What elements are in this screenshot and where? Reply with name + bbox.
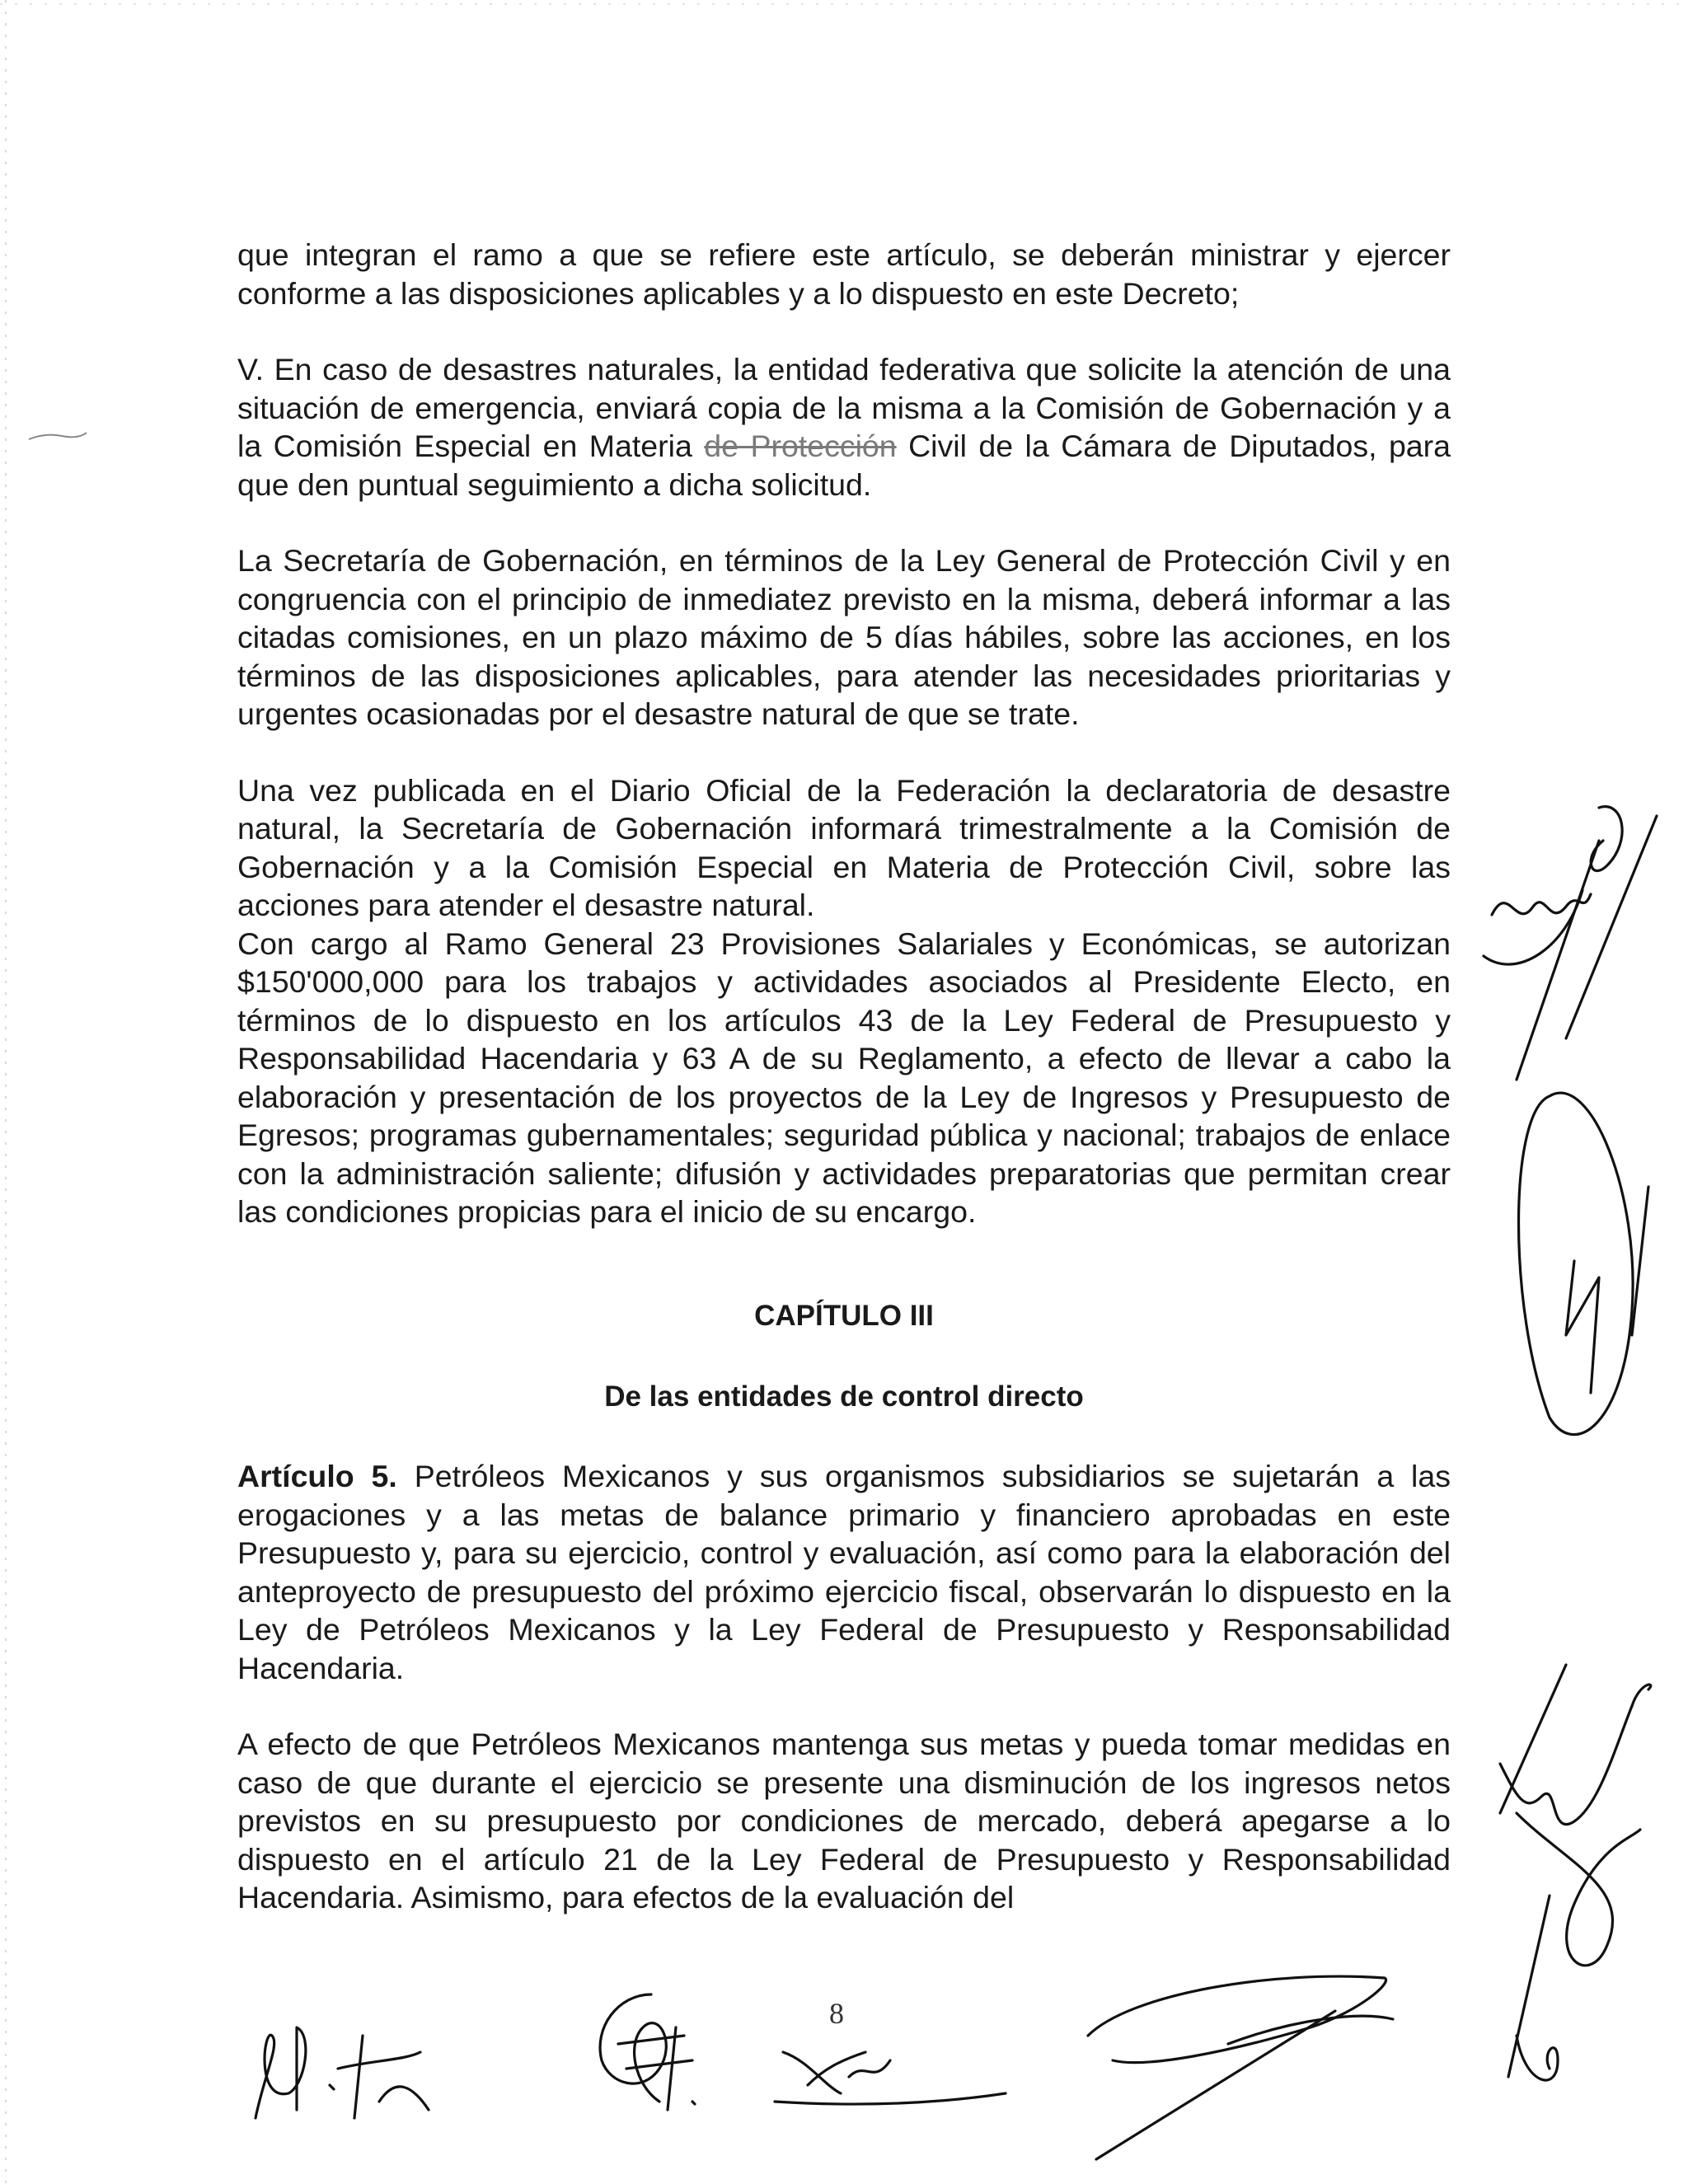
paragraph-articulo-5 — [237, 1457, 1451, 1687]
paragraph-section-v — [237, 350, 1451, 504]
margin-mark — [25, 424, 91, 449]
chapter-subtitle: De las entidades de control directo — [604, 1380, 1084, 1413]
paragraph-pemex-metas: A efecto de que Petróleos Mexicanos mantenga sus metas y pueda tomar medidas en caso de que durante el ejercicio se presente una disminución de los ingresos netos previstos en su presupuesto por condiciones de mercado, deberá apegarse a lo dispuesto en el artículo 21 de la Ley Federal de Presupuesto y Responsabilidad Hacendaria. Asimismo, para efectos de la evaluación del — [237, 1727, 1451, 1915]
scan-top-artifact — [0, 3, 1688, 5]
right-margin-signature-3 — [1467, 1648, 1673, 2110]
article-text: Petróleos Mexicanos y sus organismos subsidiarios se sujetarán a las erogaciones y a las metas de balance primario y financiero aprobadas en este Presupuesto y, para su ejercicio, control y evaluación, así como para la elaboración del anteproyecto de presupuesto del próximo ejercicio fiscal, observarán lo dispuesto en la Ley de Petróleos Mexicanos y la Ley Federal de Presupuesto y Responsabilidad Hacendaria. — [237, 1459, 1451, 1685]
right-margin-signature-2 — [1500, 1063, 1665, 1475]
paragraph-declaratoria: Una vez publicada en el Diario Oficial de la Federación la declaratoria de desastre natural, la Secretaría de Gobernación informará trimestralmente a la Comisión de Gobernación y a la Comisión Especial en Materia de Protección Civil, sobre las acciones para atender el desastre natural. — [237, 772, 1451, 922]
bottom-signature-3 — [758, 2027, 1022, 2118]
section-v-text-end: Civil de la Cámara de Diputados, para que den puntual seguimiento a dicha solicitud. — [237, 429, 1451, 502]
paragraph-continuation: que integran el ramo a que se refiere este artículo, se deberán ministrar y ejercer conforme a las disposiciones aplicables y a lo dispuesto en este Decreto; — [237, 237, 1451, 311]
paragraph-secretaria: La Secretaría de Gobernación, en términos de la Ley General de Protección Civil y en congruencia con el principio de inmediatez previsto en la misma, deberá informar a las citadas comisiones, en un plazo máximo de 5 días hábiles, sobre las acciones, en los términos de las disposiciones aplicables, para atender las necesidades prioritarias y urgentes ocasionadas por el desastre natural de que se trate. — [237, 543, 1451, 731]
right-margin-signature-1 — [1467, 791, 1681, 1104]
struck-text: de Protección — [704, 429, 897, 463]
bottom-signature-4 — [1063, 1961, 1409, 2168]
bottom-signature-2 — [569, 1978, 717, 2126]
section-v-text: V. En caso de desastres naturales, la entidad federativa que solicite la atención de una situación de emergencia, enviará copia de la misma a la Comisión de Gobernación y a la Comisión Especial en Materia — [237, 352, 1451, 463]
body-text-bottom — [237, 1457, 1451, 1917]
paragraph-ramo-23: Con cargo al Ramo General 23 Provisiones Salariales y Económicas, se autorizan $150'000,000 para los trabajos y actividades asociados al Presidente Electo, en términos de lo dispuesto en los artículos 43 de la Ley Federal de Presupuesto y Responsabilidad Hacendaria y 63 A de su Reglamento, a efecto de llevar a cabo la elaboración y presentación de los proyectos de la Ley de Ingresos y Presupuesto de Egresos; programas gubernamentales; seguridad pública y nacional; trabajos de enlace con la administración saliente; difusión y actividades preparatorias que permitan crear las condiciones propicias para el inicio de su encargo. — [237, 926, 1451, 1229]
page-number: 8 — [829, 1997, 844, 2030]
bottom-signature-1 — [239, 2003, 445, 2135]
chapter-title: CAPÍTULO III — [754, 1300, 934, 1332]
article-label: Artículo 5. — [237, 1459, 397, 1493]
scan-edge-artifact — [5, 0, 7, 2184]
body-text-top — [237, 236, 1451, 1231]
